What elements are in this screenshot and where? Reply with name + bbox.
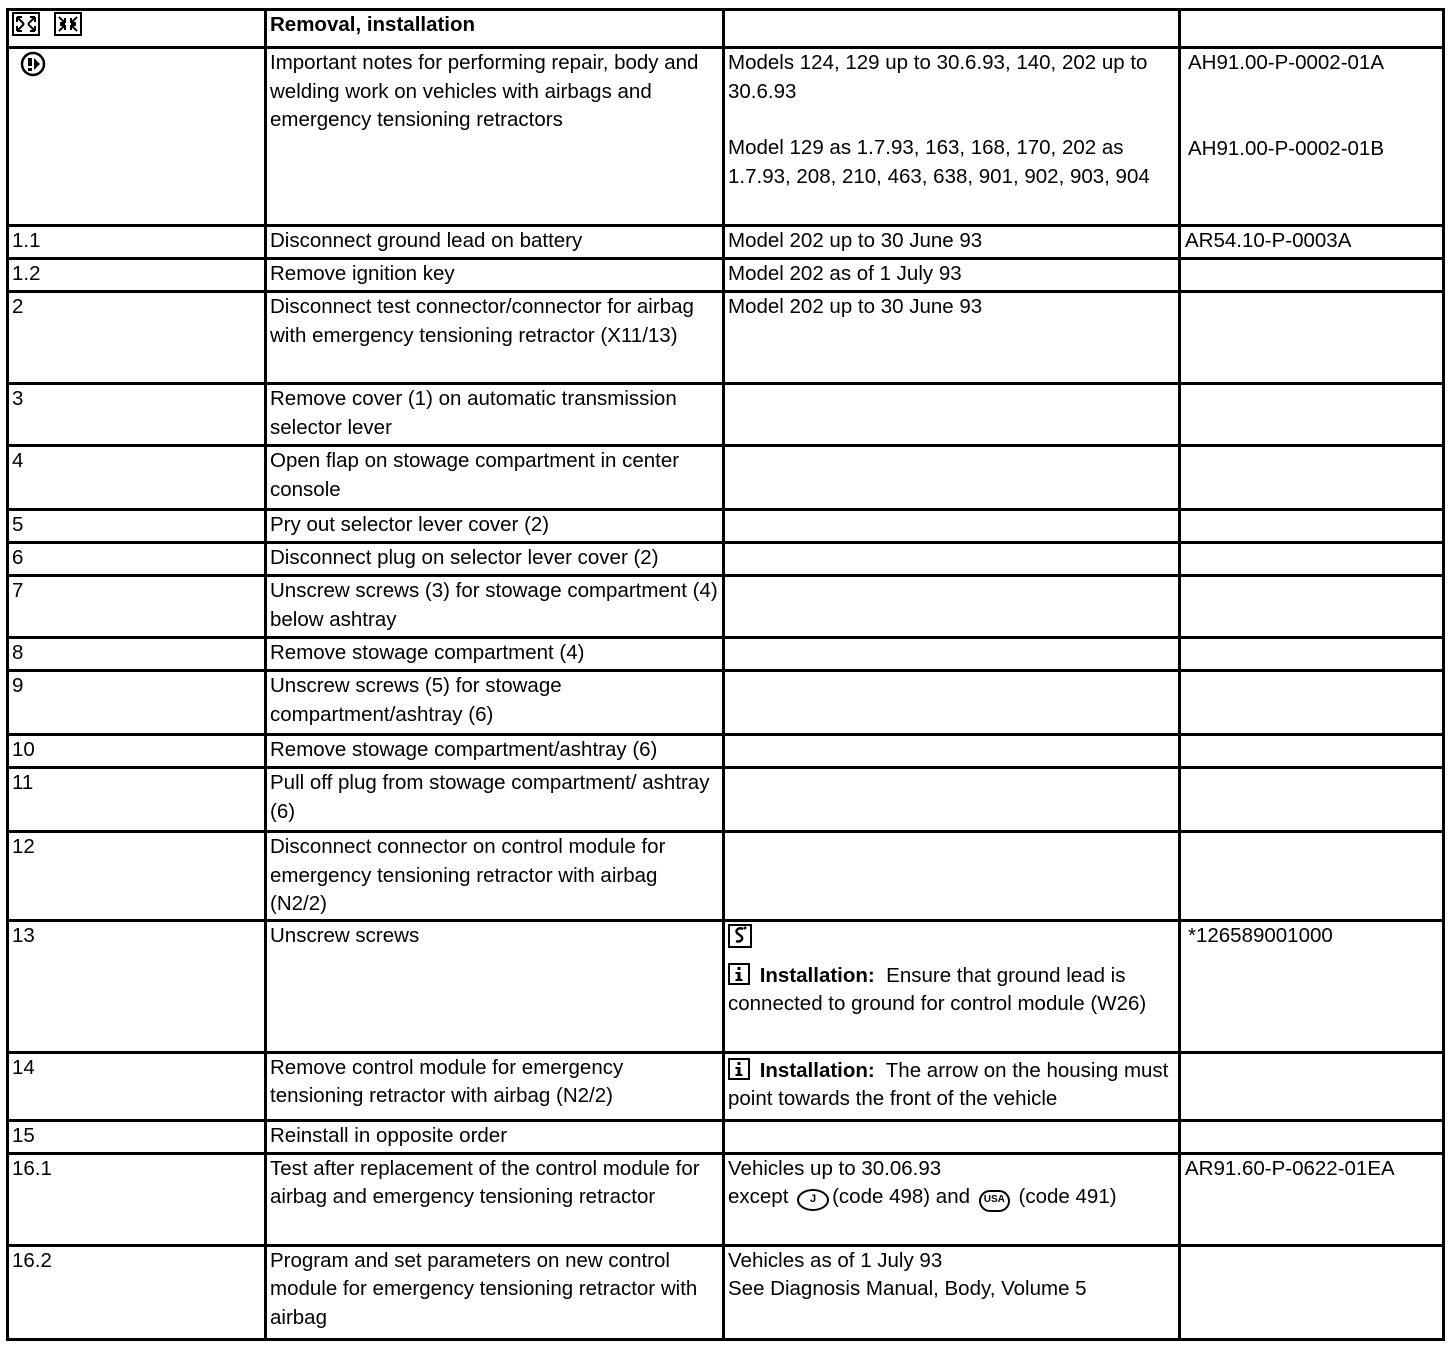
table-row-13 bbox=[8, 920, 1444, 1052]
step-conditions bbox=[724, 920, 1180, 1052]
step-number: 16.2 bbox=[8, 1245, 266, 1339]
header-icons-cell bbox=[8, 10, 266, 48]
step-number: 5 bbox=[8, 510, 266, 543]
step-conditions bbox=[724, 543, 1180, 576]
step-conditions bbox=[724, 576, 1180, 638]
table-row-15 bbox=[8, 1120, 1444, 1153]
step-text: Disconnect connector on control module for emergency tensioning retractor with airbag (N2/2) bbox=[266, 832, 724, 921]
step-number: 11 bbox=[8, 768, 266, 832]
step-text: Remove control module for emergency tensioning retractor with airbag (N2/2) bbox=[266, 1052, 724, 1120]
header-empty-cell bbox=[1180, 10, 1444, 48]
table-row bbox=[8, 638, 1444, 671]
step-text: Remove stowage compartment (4) bbox=[266, 638, 724, 671]
table-row bbox=[8, 768, 1444, 832]
step-conditions bbox=[724, 1245, 1180, 1339]
step-number: 10 bbox=[8, 735, 266, 768]
notes-conditions bbox=[724, 48, 1180, 226]
table-row bbox=[8, 510, 1444, 543]
table-row-16-1 bbox=[8, 1153, 1444, 1245]
step-number: 7 bbox=[8, 576, 266, 638]
step-text: Unscrew screws (5) for stowage compartment/ashtray (6) bbox=[266, 671, 724, 735]
table-row bbox=[8, 832, 1444, 921]
notes-condition-2: Model 129 as 1.7.93, 163, 168, 170, 202 as 1.7.93, 208, 210, 463, 638, 901, 902, 903, 904 bbox=[728, 136, 1150, 188]
header-title: Removal, installation bbox=[266, 10, 724, 48]
step-number: 13 bbox=[8, 920, 266, 1052]
table-row bbox=[8, 543, 1444, 576]
except-text: except bbox=[728, 1185, 789, 1208]
step-text: Reinstall in opposite order bbox=[266, 1120, 724, 1153]
notes-row bbox=[8, 48, 1444, 226]
table-row bbox=[8, 384, 1444, 446]
step-text: Disconnect plug on selector lever cover (2) bbox=[266, 543, 724, 576]
info-icon[interactable] bbox=[728, 1058, 750, 1080]
step-conditions bbox=[724, 1153, 1180, 1245]
step-conditions bbox=[724, 446, 1180, 510]
installation-label: Installation: bbox=[759, 1058, 875, 1082]
installation-label: Installation: bbox=[759, 963, 875, 987]
step-text: Disconnect ground lead on battery bbox=[266, 226, 724, 259]
step-text: Remove cover (1) on automatic transmission selector lever bbox=[266, 384, 724, 446]
step-conditions bbox=[724, 1052, 1180, 1120]
code-498-text: (code 498) and bbox=[832, 1185, 971, 1208]
step-number: 8 bbox=[8, 638, 266, 671]
step-conditions: Model 202 up to 30 June 93 bbox=[724, 292, 1180, 384]
step-text: Test after replacement of the control module for airbag and emergency tensioning retractor bbox=[266, 1153, 724, 1245]
installation-text: The arrow on the housing must point towards the front of the vehicle bbox=[728, 1058, 1169, 1110]
step-number: 6 bbox=[8, 543, 266, 576]
notes-reference-2[interactable]: AH91.00-P-0002-01B bbox=[1188, 136, 1385, 160]
condition-line: Vehicles as of 1 July 93 bbox=[728, 1248, 943, 1272]
step-reference bbox=[1180, 446, 1444, 510]
step-conditions bbox=[724, 832, 1180, 921]
step-reference bbox=[1180, 543, 1444, 576]
step-reference bbox=[1180, 832, 1444, 921]
step-reference bbox=[1180, 259, 1444, 292]
code-491-text: (code 491) bbox=[1018, 1185, 1117, 1208]
step-text: Unscrew screws bbox=[266, 920, 724, 1052]
step-number: 2 bbox=[8, 292, 266, 384]
step-conditions bbox=[724, 671, 1180, 735]
step-reference bbox=[1180, 576, 1444, 638]
expand-icon[interactable] bbox=[12, 12, 40, 45]
step-reference bbox=[1180, 768, 1444, 832]
notes-text: Important notes for performing repair, body and welding work on vehicles with airbags and emergency tensioning retractors bbox=[266, 48, 724, 226]
procedure-table bbox=[6, 8, 1445, 1341]
collapse-icon[interactable] bbox=[54, 12, 82, 45]
notice-icon-cell bbox=[8, 48, 266, 226]
step-reference bbox=[1180, 735, 1444, 768]
step-conditions bbox=[724, 735, 1180, 768]
step-reference bbox=[1180, 1052, 1444, 1120]
step-number: 15 bbox=[8, 1120, 266, 1153]
step-number: 4 bbox=[8, 446, 266, 510]
step-number: 1.1 bbox=[8, 226, 266, 259]
step-reference[interactable]: AR91.60-P-0622-01EA bbox=[1180, 1153, 1444, 1245]
table-row bbox=[8, 446, 1444, 510]
condition-line: See Diagnosis Manual, Body, Volume 5 bbox=[728, 1277, 1087, 1300]
usa-version-badge[interactable]: USA bbox=[979, 1190, 1010, 1212]
step-text: Pull off plug from stowage compartment/ ashtray (6) bbox=[266, 768, 724, 832]
step-number: 12 bbox=[8, 832, 266, 921]
info-icon[interactable] bbox=[728, 963, 750, 985]
step-conditions bbox=[724, 510, 1180, 543]
condition-line: Vehicles up to 30.06.93 bbox=[728, 1156, 942, 1180]
japan-version-badge[interactable]: J bbox=[797, 1189, 829, 1211]
table-row bbox=[8, 735, 1444, 768]
header-row bbox=[8, 10, 1444, 48]
step-reference bbox=[1180, 638, 1444, 671]
step-number: 16.1 bbox=[8, 1153, 266, 1245]
step-reference bbox=[1180, 292, 1444, 384]
step-text: Remove stowage compartment/ashtray (6) bbox=[266, 735, 724, 768]
notes-condition-1: Models 124, 129 up to 30.6.93, 140, 202 up to 30.6.93 bbox=[728, 51, 1148, 103]
step-conditions bbox=[724, 638, 1180, 671]
tightening-torque-icon[interactable] bbox=[728, 922, 1175, 952]
step-number: 9 bbox=[8, 671, 266, 735]
table-row-16-2 bbox=[8, 1245, 1444, 1339]
step-reference bbox=[1180, 1245, 1444, 1339]
step-number: 3 bbox=[8, 384, 266, 446]
step-reference bbox=[1180, 1120, 1444, 1153]
step-conditions bbox=[724, 768, 1180, 832]
step-text: Disconnect test connector/connector for airbag with emergency tensioning retractor (X11/13) bbox=[266, 292, 724, 384]
step-text: Open flap on stowage compartment in center console bbox=[266, 446, 724, 510]
step-conditions bbox=[724, 1120, 1180, 1153]
table-row bbox=[8, 259, 1444, 292]
step-text: Remove ignition key bbox=[266, 259, 724, 292]
installation-text: Ensure that ground lead is connected to ground for control module (W26) bbox=[728, 963, 1147, 1015]
step-reference[interactable]: AR54.10-P-0003A bbox=[1180, 226, 1444, 259]
step-text: Pry out selector lever cover (2) bbox=[266, 510, 724, 543]
notes-reference-1[interactable]: AH91.00-P-0002-01A bbox=[1188, 51, 1385, 74]
table-row bbox=[8, 671, 1444, 735]
step-text: Program and set parameters on new control module for emergency tensioning retractor with airbag bbox=[266, 1245, 724, 1339]
table-row bbox=[8, 226, 1444, 259]
step-number: 14 bbox=[8, 1052, 266, 1120]
step-conditions: Model 202 up to 30 June 93 bbox=[724, 226, 1180, 259]
header-empty-cell bbox=[724, 10, 1180, 48]
notes-references bbox=[1180, 48, 1444, 226]
step-number: 1.2 bbox=[8, 259, 266, 292]
step-reference[interactable]: *126589001000 bbox=[1180, 920, 1444, 1052]
table-row bbox=[8, 576, 1444, 638]
step-conditions: Model 202 as of 1 July 93 bbox=[724, 259, 1180, 292]
step-reference bbox=[1180, 510, 1444, 543]
step-reference bbox=[1180, 384, 1444, 446]
notice-icon[interactable] bbox=[19, 51, 47, 86]
table-row-14 bbox=[8, 1052, 1444, 1120]
step-text: Unscrew screws (3) for stowage compartment (4) below ashtray bbox=[266, 576, 724, 638]
table-row bbox=[8, 292, 1444, 384]
step-reference bbox=[1180, 671, 1444, 735]
step-conditions bbox=[724, 384, 1180, 446]
